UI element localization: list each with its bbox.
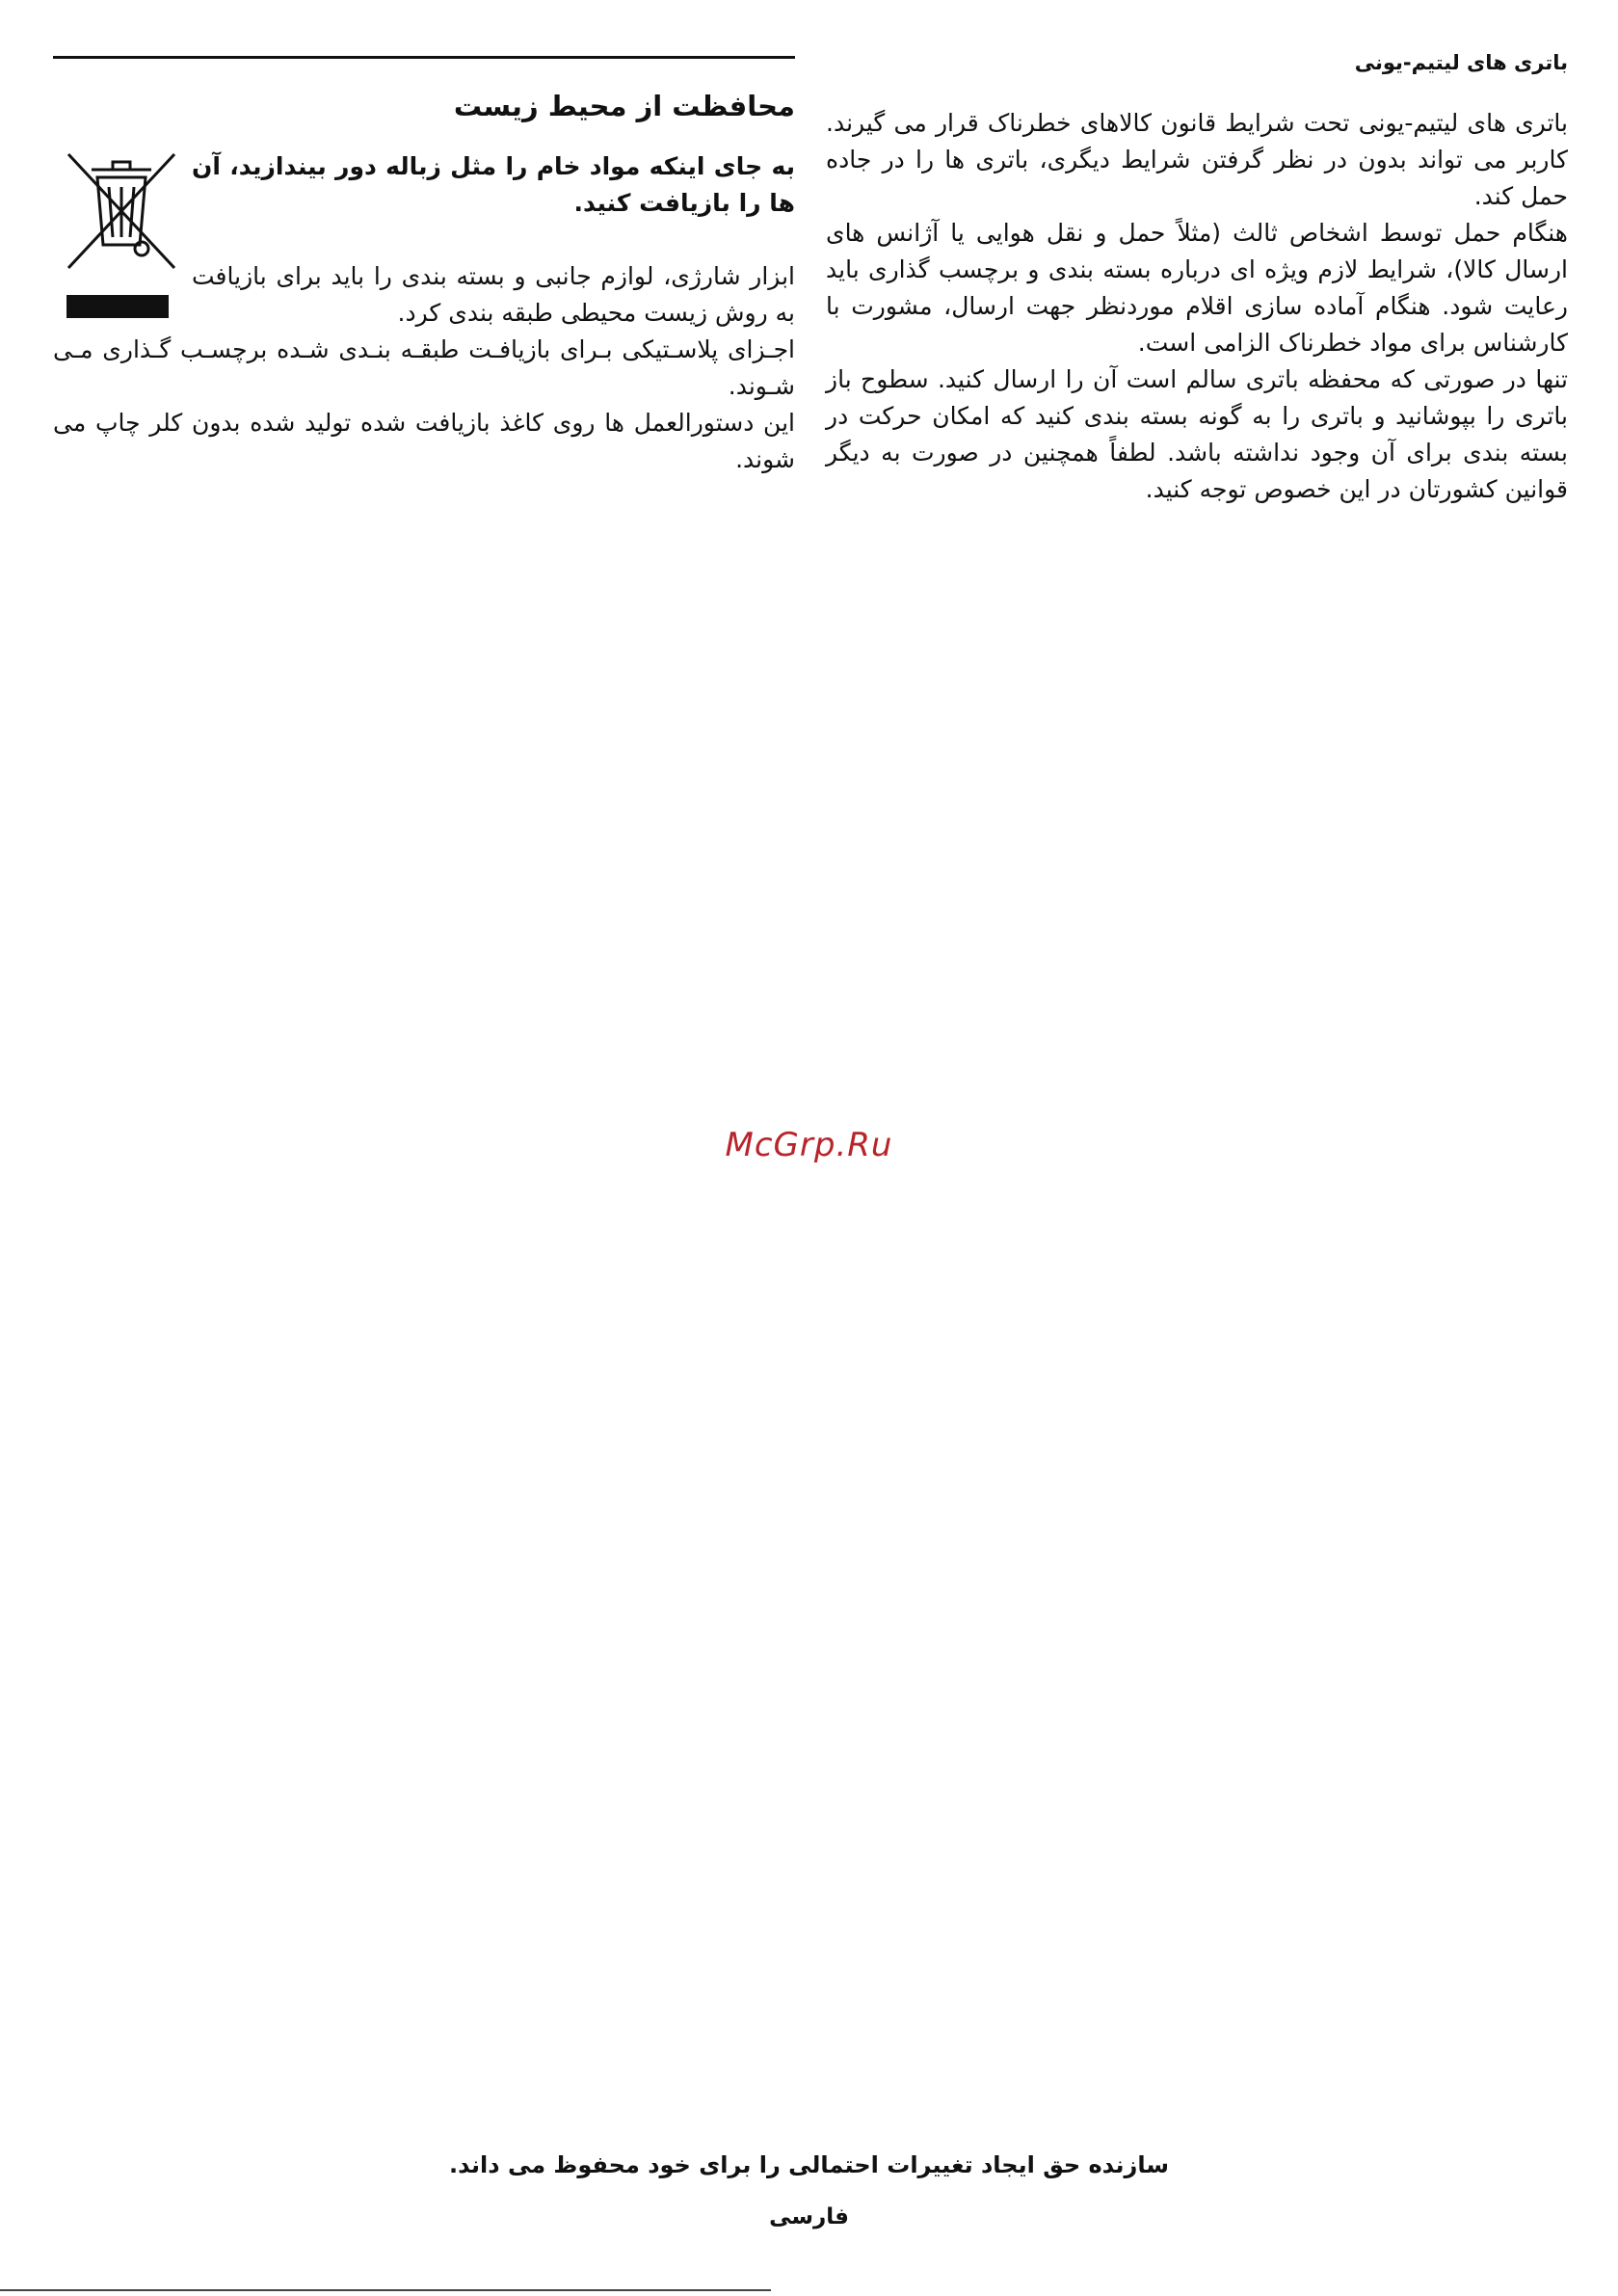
footer-language: فارسی — [769, 2204, 849, 2229]
recycle-paragraph-1: ابزار شارژی، لوازم جانبی و بسته بندی را باید برای بازیافت به روش زیست محیطی طبقه بندی کرد. — [192, 261, 795, 327]
section-divider — [53, 56, 795, 59]
bin-symbol-svg — [63, 148, 180, 274]
environment-paragraph-2: اجـزای پلاسـتیکی بـرای بازیافـت طبقـه بنـدی شـده برچسـب گـذاری مـی شـوند. — [53, 334, 795, 400]
recycle-text — [192, 148, 795, 332]
battery-paragraph-2: هنگام حمل توسط اشخاص ثالث (مثلاً حمل و نقل هوایی یا آژانس های ارسال کالا)، شرایط لازم ویژه ای درباره بسته بندی و برچسب گذاری باید رعایت شود. هنگام آماده سازی اقلام موردنظر جهت ارسال، مشورت با کارشناس برای مواد خطرناک الزامی است. — [826, 219, 1568, 358]
crossed-out-wheelie-bin-icon — [53, 148, 180, 318]
battery-section — [826, 50, 1568, 508]
recycle-block — [53, 148, 795, 332]
bin-underline-bar — [66, 295, 169, 318]
recycle-bold-note: به جای اینکه مواد خام را مثل زباله دور بیندازید، آن ها را بازیافت کنید. — [192, 151, 795, 217]
battery-heading: باتری های لیتیم-یونی — [1354, 51, 1568, 74]
battery-paragraph-3: تنها در صورتی که محفظه باتری سالم است آن را ارسال کنید. سطوح باز باتری را بپوشانید و باتری را به گونه بسته بندی کنید که امکان حرکت در بسته بندی برای آن وجود نداشته باشد. لطفاً همچنین در صورت به دیگر قوانین کشورتان در این خصوص توجه کنید. — [826, 365, 1568, 504]
footer-note: سازنده حق ایجاد تغییرات احتمالی را برای خود محفوظ می داند. — [449, 2151, 1169, 2178]
battery-paragraph-1: باتری های لیتیم-یونی تحت شرایط قانون کالاهای خطرناک قرار می گیرند. کاربر می تواند بدون در نظر گرفتن شرایط دیگری، باتری ها را در جاده حمل کند. — [826, 109, 1568, 211]
environment-heading: محافظت از محیط زیست — [453, 90, 795, 122]
environment-paragraph-3: این دستورالعمل ها روی کاغذ بازیافت شده تولید شده بدون کلر چاپ می شوند. — [53, 408, 795, 473]
watermark: McGrp.Ru — [725, 1126, 893, 1164]
bottom-divider — [0, 2289, 771, 2291]
environment-section — [53, 56, 795, 478]
